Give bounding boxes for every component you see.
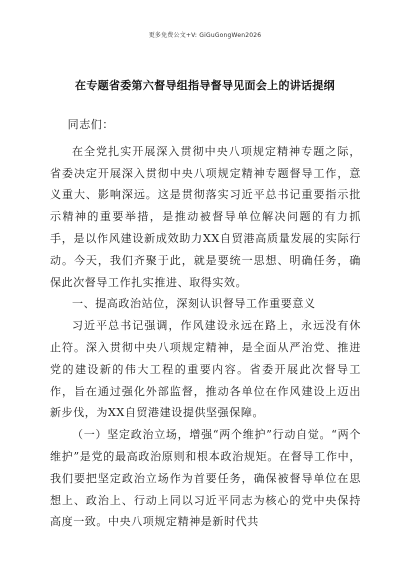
paragraph-subsection-1: （一）坚定政治立场，增强“两个维护”行动自觉。“两个维护”是党的最高政治原则和根本政治规矩。在督导工作中，我们要把坚定政治立场作为首要任务，确保被督导单位在思想上、政治上、行动上同以习近平同志为核心的党中央保持高度一致。中央八项规定精神是新时代共 — [50, 428, 361, 529]
document-title: 在专题省委第六督导组指导督导见面会上的讲话提纲 — [75, 79, 335, 92]
paragraph-intro: 在全党扎实开展深入贯彻中央八项规定精神专题之际，省委决定开展深入贯彻中央八项规定精神专题督导工作，意义重大、影响深远。这是贯彻落实习近平总书记重要指示批示精神的重要举措，是推动被督导单位解决问题的有力抓手，是以作风建设新成效助力XX自贸港高质量发展的实际行动。今天，我们齐聚于此，就是要统一思想、明确任务，确保此次督导工作扎实推进、取得实效。 — [50, 144, 361, 289]
paragraph-section-1: 习近平总书记强调，作风建设永远在路上，永远没有休止符。深入贯彻中央八项规定精神，是全面从严治党、推进党的建设新的伟大工程的重要内容。省委开展此次督导工作，旨在通过强化外部监督，推动各单位在作风建设上迈出新步伐，为XX自贸港建设提供坚强保障。 — [50, 319, 361, 420]
salutation: 同志们： — [67, 118, 114, 131]
header-note: 更多免费公文+V: GiGuGongWen2026 — [148, 32, 262, 39]
document-body — [50, 114, 361, 533]
section-heading-1: 一、提高政治站位，深刻认识督导工作重要意义 — [72, 297, 316, 311]
